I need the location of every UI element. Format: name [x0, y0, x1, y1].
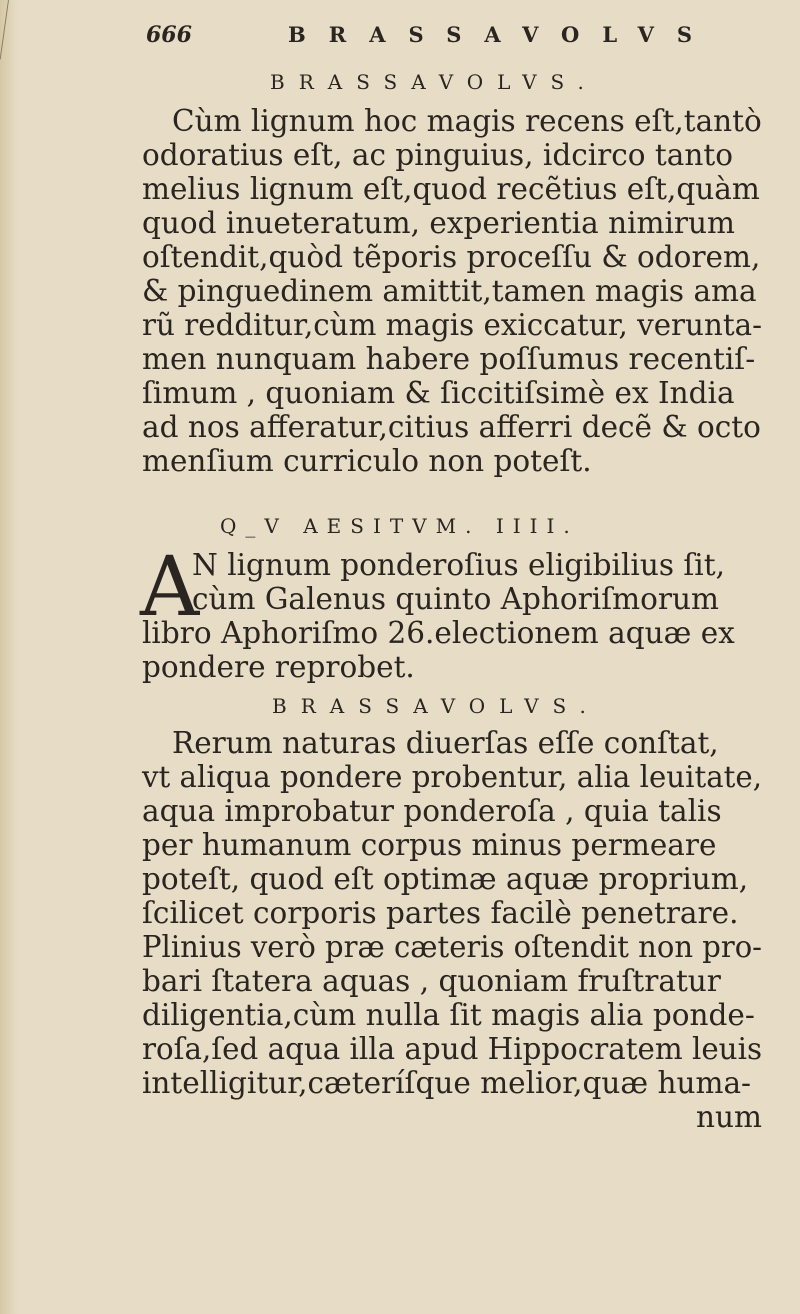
text-line: odoratius eſt, ac pinguius, idcirco tanto [142, 138, 733, 172]
catchword: num [696, 1100, 762, 1134]
text-line: aqua improbatur ponderoſa , quia talis [142, 794, 722, 828]
text-line: oſtendit,quòd tẽporis proceſſu & odorem, [142, 240, 761, 274]
text-line: roſa,ſed aqua illa apud Hippocratem leuis [142, 1032, 762, 1066]
text-line: ad nos afferatur,citius afferri decẽ & octo [142, 410, 761, 444]
text-line: cùm Galenus quinto Aphoriſmorum [192, 582, 719, 616]
text-line: Plinius verò præ cæteris oſtendit non pro- [142, 930, 762, 964]
text-line: pondere reprobet. [142, 650, 415, 684]
drop-capital: A [140, 540, 200, 635]
running-head: BRASSAVOLVS [288, 22, 716, 47]
text-line: & pinguedinem amittit,tamen magis ama [142, 274, 757, 308]
text-line: vt aliqua pondere probentur, alia leuitate, [142, 760, 762, 794]
text-line: melius lignum eſt,quod recẽtius eſt,quàm [142, 172, 760, 206]
speaker-heading-1: BRASSAVOLVS. [270, 70, 598, 94]
text-line: menſium curriculo non poteſt. [142, 444, 592, 478]
question-heading: Q_V AESITVM. IIII. [220, 514, 579, 538]
text-line: poteſt, quod eſt optimæ aquæ proprium, [142, 862, 749, 896]
text-line: ſimum , quoniam & ſiccitiſsimè ex India [142, 376, 735, 410]
text-line: Rerum naturas diuerſas eſſe conſtat, [172, 726, 719, 760]
page-edge-shadow [0, 0, 18, 1314]
text-line: ſcilicet corporis partes facilè penetrare. [142, 896, 739, 930]
text-line: bari ſtatera aquas , quoniam fruſtratur [142, 964, 721, 998]
text-line: men nunquam habere poſſumus recentiſ- [142, 342, 756, 376]
text-line: Cùm lignum hoc magis recens eſt,tantò [172, 104, 762, 138]
text-line: diligentia,cùm nulla ſit magis alia ponde- [142, 998, 755, 1032]
speaker-heading-2: BRASSAVOLVS. [272, 694, 600, 718]
text-line: per humanum corpus minus permeare [142, 828, 717, 862]
text-line: rũ redditur,cùm magis exiccatur, verunta- [142, 308, 762, 342]
page-number: 666 [146, 22, 192, 48]
text-line: intelligitur,cæteríſque melior,quæ huma- [142, 1066, 752, 1100]
text-line: N lignum ponderoſius eligibilius ſit, [192, 548, 725, 582]
text-line: quod inueteratum, experientia nimirum [142, 206, 735, 240]
text-line: libro Aphoriſmo 26.electionem aquæ ex [142, 616, 735, 650]
